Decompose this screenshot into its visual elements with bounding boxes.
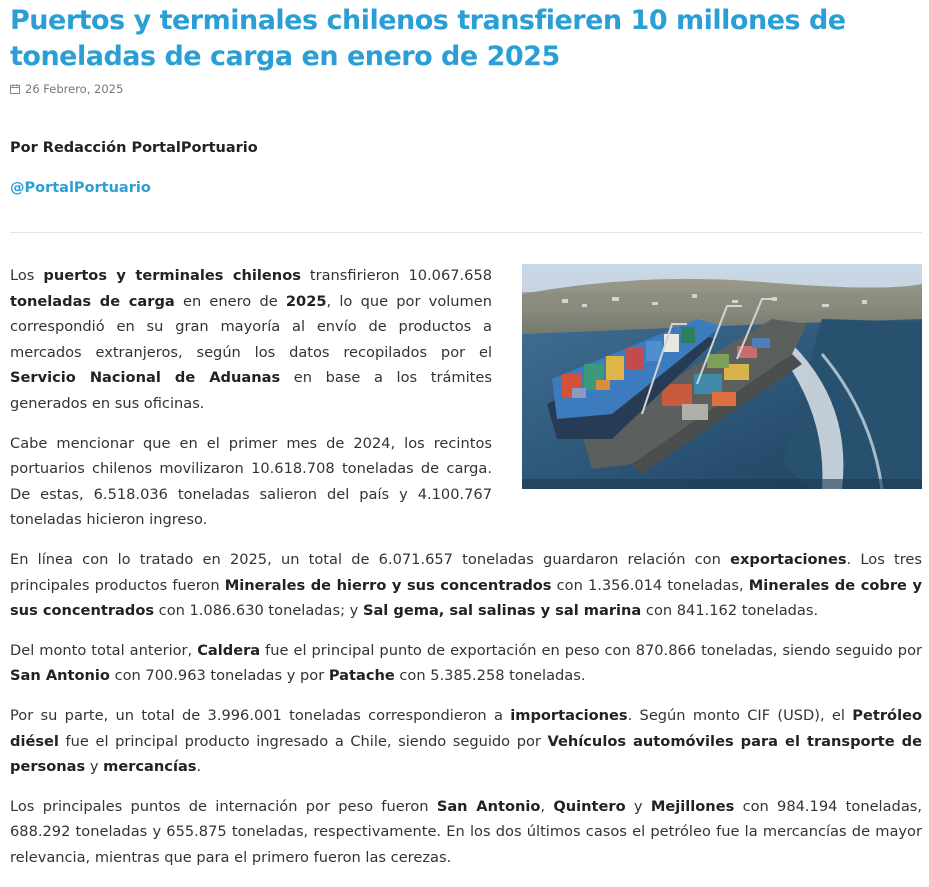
date-text: 26 Febrero, 2025 xyxy=(25,82,124,96)
divider xyxy=(10,232,922,233)
article-date xyxy=(10,82,123,96)
paragraph-5: Por su parte, un total de 3.996.001 toneladas correspondieron a importaciones. Según monto CIF (USD), el Petróleo diésel fue el principal producto ingresado a Chile, siendo seguido por Vehículos automóviles para el transporte de personas y mercancías. xyxy=(10,706,923,776)
paragraph-4: Del monto total anterior, Caldera fue el principal punto de exportación en peso con 870.866 toneladas, siendo seguido por San Antonio con 700.963 toneladas y por Patache con 5.385.258 toneladas. xyxy=(10,641,922,685)
twitter-handle-link[interactable]: @PortalPortuario xyxy=(10,180,151,196)
calendar-icon xyxy=(10,84,20,94)
paragraph-1: Los puertos y terminales chilenos transfirieron 10.067.658 toneladas de carga en enero de 2025, lo que por volumen correspondió en su gran mayoría al envío de productos a mercados extranjeros, según los datos recopilados por el Servicio Nacional de Aduanas en base a los trámites generados en sus oficinas. xyxy=(10,267,493,412)
port-photo xyxy=(522,264,922,489)
author-byline: Por Redacción PortalPortuario xyxy=(10,140,258,156)
article-title: Puertos y terminales chilenos transfieren 10 millones de toneladas de carga en enero de 2025 xyxy=(10,5,846,72)
paragraph-6: Los principales puntos de internación por peso fueron San Antonio, Quintero y Mejillones con 984.194 toneladas, 688.292 toneladas y 655.875 toneladas, respectivamente. En los dos últimos casos el petróleo fue la mercancías de mayor relevancia, mientras que para el primero fueron las cerezas. xyxy=(10,797,923,866)
article-body xyxy=(10,263,922,884)
paragraph-2: Cabe mencionar que en el primer mes de 2024, los recintos portuarios chilenos movilizaron 10.618.708 toneladas de carga. De estas, 6.518.036 toneladas salieron del país y 4.100.767 toneladas hicieron ingreso. xyxy=(10,434,492,529)
paragraph-3: En línea con lo tratado en 2025, un total de 6.071.657 toneladas guardaron relación con exportaciones. Los tres principales productos fueron Minerales de hierro y sus concentrados con 1.356.014 toneladas, Minerales de cobre y sus concentrados con 1.086.630 toneladas; y Sal gema, sal salinas y sal marina con 841.162 toneladas. xyxy=(10,550,922,620)
